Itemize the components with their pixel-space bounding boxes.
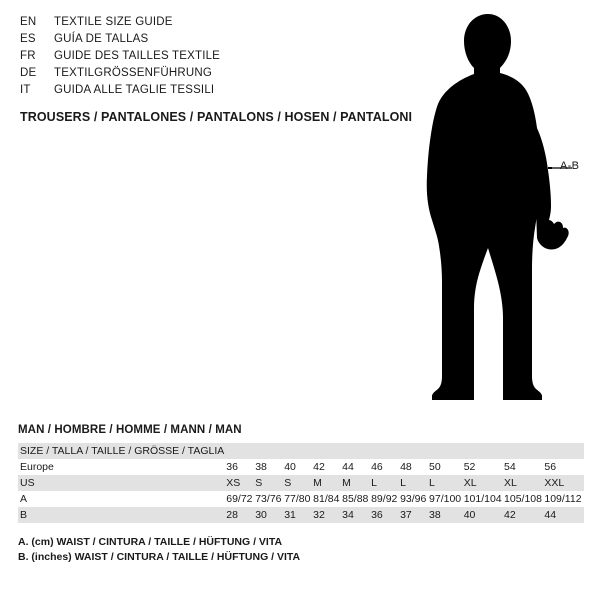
cell: 73/76 <box>255 493 282 505</box>
cell: 28 <box>226 507 255 523</box>
table-row <box>18 491 584 507</box>
language-title: GUÍA DE TALLAS <box>54 33 149 45</box>
row-label: A <box>20 493 28 505</box>
cell: M <box>342 475 371 491</box>
cell: 44 <box>342 461 354 473</box>
language-row <box>20 84 320 101</box>
cell: M <box>313 475 342 491</box>
cell: S <box>284 475 313 491</box>
cell: 93/96 <box>400 493 427 505</box>
cell: XS <box>226 475 255 491</box>
size-table <box>18 443 584 523</box>
cell: 105/108 <box>504 493 542 505</box>
cell: 109/112 <box>544 493 582 505</box>
cell: 89/92 <box>371 493 398 505</box>
cell: L <box>400 475 429 491</box>
table-row <box>18 459 584 475</box>
cell: 52 <box>463 461 476 473</box>
figure-illustration <box>400 8 595 408</box>
cell: XXL <box>544 475 584 491</box>
language-row <box>20 50 320 67</box>
language-title: GUIDA ALLE TAGLIE TESSILI <box>54 84 215 96</box>
measurement-label-ab: A-B <box>560 160 580 172</box>
language-code: EN <box>20 16 37 28</box>
language-row <box>20 67 320 84</box>
language-row <box>20 33 320 50</box>
cell: XL <box>504 475 544 491</box>
cell: 46 <box>371 461 383 473</box>
cell <box>255 443 284 459</box>
cell: 34 <box>342 507 371 523</box>
cell <box>429 443 464 459</box>
cell: 38 <box>429 507 464 523</box>
cell: 97/100 <box>429 493 462 505</box>
cell: 54 <box>504 461 516 473</box>
cell <box>504 443 544 459</box>
language-code: DE <box>20 67 37 79</box>
table-caption: MAN / HOMBRE / HOMME / MANN / MAN <box>18 424 242 436</box>
cell: 48 <box>400 461 412 473</box>
cell: 85/88 <box>342 493 369 505</box>
row-label: US <box>18 475 226 491</box>
cell: 42 <box>504 507 544 523</box>
cell: 81/84 <box>313 493 340 505</box>
row-label: Europe <box>20 461 54 473</box>
cell: 37 <box>400 507 429 523</box>
cell: 30 <box>255 507 284 523</box>
language-title: GUIDE DES TAILLES TEXTILE <box>54 50 221 62</box>
man-silhouette-icon <box>400 8 595 408</box>
cell: 36 <box>371 507 400 523</box>
cell <box>544 443 584 459</box>
cell <box>371 443 400 459</box>
cell <box>313 443 342 459</box>
cell: S <box>255 475 284 491</box>
cell: 40 <box>464 507 504 523</box>
cell: 50 <box>429 461 441 473</box>
table-row <box>18 475 584 491</box>
cell: 31 <box>284 507 313 523</box>
cell: 56 <box>544 461 557 473</box>
cell: 36 <box>226 461 238 473</box>
cell <box>400 443 429 459</box>
cell: XL <box>464 475 504 491</box>
language-header-block <box>20 16 320 101</box>
cell <box>284 443 313 459</box>
cell: 40 <box>284 461 296 473</box>
size-table-block <box>18 424 584 565</box>
cell: 38 <box>255 461 267 473</box>
row-label: B <box>18 507 226 523</box>
cell: L <box>371 475 400 491</box>
table-row <box>18 507 584 523</box>
cell: 44 <box>544 507 584 523</box>
cell <box>464 443 504 459</box>
language-title: TEXTILGRÖSSENFÜHRUNG <box>54 67 212 79</box>
language-title: TEXTILE SIZE GUIDE <box>54 16 173 28</box>
table-row <box>18 443 584 459</box>
cell: 77/80 <box>284 493 311 505</box>
footnotes <box>18 535 584 565</box>
language-code: ES <box>20 33 36 45</box>
row-label: SIZE / TALLA / TAILLE / GRÖSSE / TAGLIA <box>20 445 225 457</box>
language-row <box>20 16 320 33</box>
cell: 42 <box>313 461 325 473</box>
cell: 32 <box>313 507 342 523</box>
language-code: FR <box>20 50 36 62</box>
cell <box>226 443 255 459</box>
footnote-a: A. (cm) WAIST / CINTURA / TAILLE / HÜFTUNG / VITA <box>18 536 283 548</box>
cell: 69/72 <box>226 493 253 505</box>
cell <box>342 443 371 459</box>
section-title: TROUSERS / PANTALONES / PANTALONS / HOSEN / PANTALONI <box>20 110 413 124</box>
cell: 101/104 <box>463 493 502 505</box>
cell: L <box>429 475 464 491</box>
footnote-b: B. (inches) WAIST / CINTURA / TAILLE / HÜFTUNG / VITA <box>18 551 301 563</box>
language-code: IT <box>20 84 31 96</box>
